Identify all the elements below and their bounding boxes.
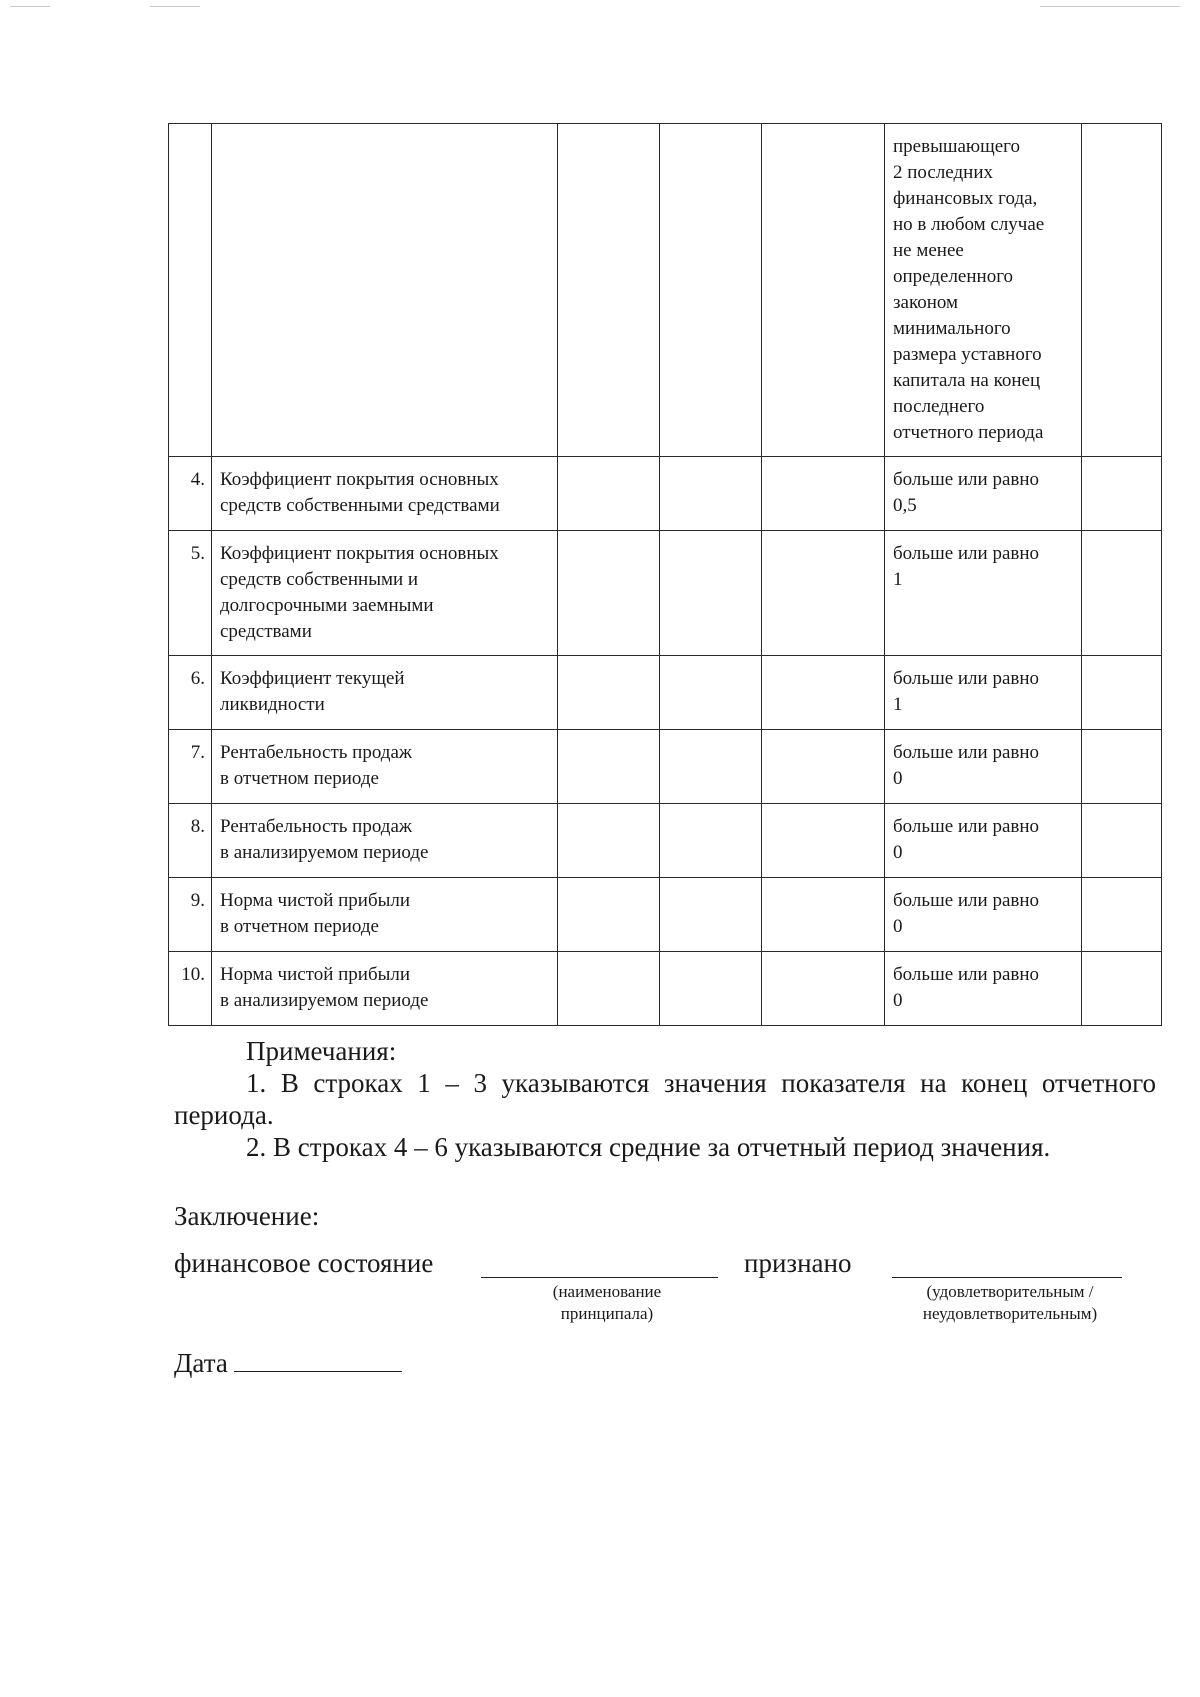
- table-row: [169, 656, 1162, 730]
- value-cell: [762, 730, 885, 804]
- date-label: Дата: [174, 1348, 228, 1378]
- value-cell: [660, 730, 762, 804]
- indicator-name: Рентабельность продаж в анализируемом периоде: [212, 804, 558, 878]
- scan-artifact: [10, 6, 50, 7]
- compliance-cell: [1082, 656, 1162, 730]
- indicator-name: [212, 124, 558, 457]
- table-row: [169, 457, 1162, 531]
- date-row: [174, 1347, 402, 1379]
- table-row: [169, 952, 1162, 1026]
- row-number: 4.: [169, 457, 212, 531]
- value-cell: [660, 804, 762, 878]
- value-cell: [762, 952, 885, 1026]
- principal-name-blank[interactable]: [481, 1277, 718, 1278]
- norm-value: больше или равно 0,5: [885, 457, 1082, 531]
- row-number: 6.: [169, 656, 212, 730]
- date-blank[interactable]: [234, 1347, 402, 1372]
- scan-artifact: [150, 6, 200, 7]
- value-cell: [558, 952, 660, 1026]
- scan-artifact: [1040, 6, 1180, 7]
- norm-value: больше или равно 0: [885, 952, 1082, 1026]
- row-number: 9.: [169, 878, 212, 952]
- compliance-cell: [1082, 804, 1162, 878]
- value-cell: [558, 804, 660, 878]
- norm-value: больше или равно 0: [885, 730, 1082, 804]
- value-cell: [762, 878, 885, 952]
- row-number: 8.: [169, 804, 212, 878]
- value-cell: [660, 531, 762, 656]
- table-row: [169, 878, 1162, 952]
- note-1: 1. В строках 1 – 3 указываются значения показателя на конец отчетного периода.: [174, 1068, 1156, 1130]
- indicator-name: Рентабельность продаж в отчетном периоде: [212, 730, 558, 804]
- norm-value: превышающего 2 последних финансовых года, но в любом случае не менее определенного законом минимального размера уставного капитала на конец последнего отчетного периода: [885, 124, 1082, 457]
- caption-principal-text: (наименование принципала): [552, 1282, 662, 1323]
- table-row: [169, 804, 1162, 878]
- row-number: 7.: [169, 730, 212, 804]
- notes-section: [174, 1035, 1156, 1163]
- indicator-name: Норма чистой прибыли в анализируемом периоде: [212, 952, 558, 1026]
- table-row: [169, 531, 1162, 656]
- notes-heading: Примечания:: [246, 1036, 397, 1066]
- table-row: [169, 730, 1162, 804]
- value-cell: [558, 124, 660, 457]
- norm-value: больше или равно 0: [885, 878, 1082, 952]
- conclusion-text-financial-state: финансовое состояние: [174, 1248, 434, 1278]
- row-number: [169, 124, 212, 457]
- norm-value: больше или равно 0: [885, 804, 1082, 878]
- value-cell: [660, 878, 762, 952]
- value-cell: [762, 457, 885, 531]
- conclusion-text-recognized: признано: [744, 1248, 852, 1278]
- indicator-name: Коэффициент покрытия основных средств собственными средствами: [212, 457, 558, 531]
- compliance-cell: [1082, 124, 1162, 457]
- conclusion-title: Заключение:: [174, 1201, 320, 1231]
- value-cell: [660, 952, 762, 1026]
- value-cell: [660, 656, 762, 730]
- norm-value: больше или равно 1: [885, 531, 1082, 656]
- row-number: 5.: [169, 531, 212, 656]
- value-cell: [762, 124, 885, 457]
- criteria-table: [168, 123, 1162, 1026]
- caption-status-text: (удовлетворительным / неудовлетворительным): [922, 1282, 1098, 1323]
- value-cell: [558, 878, 660, 952]
- value-cell: [762, 656, 885, 730]
- compliance-cell: [1082, 531, 1162, 656]
- caption-principal: [507, 1281, 707, 1325]
- caption-status: [880, 1281, 1140, 1325]
- value-cell: [660, 457, 762, 531]
- table-row: [169, 124, 1162, 457]
- indicator-name: Норма чистой прибыли в отчетном периоде: [212, 878, 558, 952]
- status-blank[interactable]: [892, 1277, 1122, 1278]
- value-cell: [762, 804, 885, 878]
- value-cell: [558, 457, 660, 531]
- compliance-cell: [1082, 730, 1162, 804]
- value-cell: [558, 656, 660, 730]
- compliance-cell: [1082, 457, 1162, 531]
- compliance-cell: [1082, 878, 1162, 952]
- value-cell: [558, 531, 660, 656]
- indicator-name: Коэффициент текущей ликвидности: [212, 656, 558, 730]
- indicator-name: Коэффициент покрытия основных средств собственными и долгосрочными заемными средствами: [212, 531, 558, 656]
- value-cell: [558, 730, 660, 804]
- row-number: 10.: [169, 952, 212, 1026]
- value-cell: [762, 531, 885, 656]
- compliance-cell: [1082, 952, 1162, 1026]
- value-cell: [660, 124, 762, 457]
- norm-value: больше или равно 1: [885, 656, 1082, 730]
- note-2: 2. В строках 4 – 6 указываются средние за отчетный период значения.: [246, 1132, 1051, 1162]
